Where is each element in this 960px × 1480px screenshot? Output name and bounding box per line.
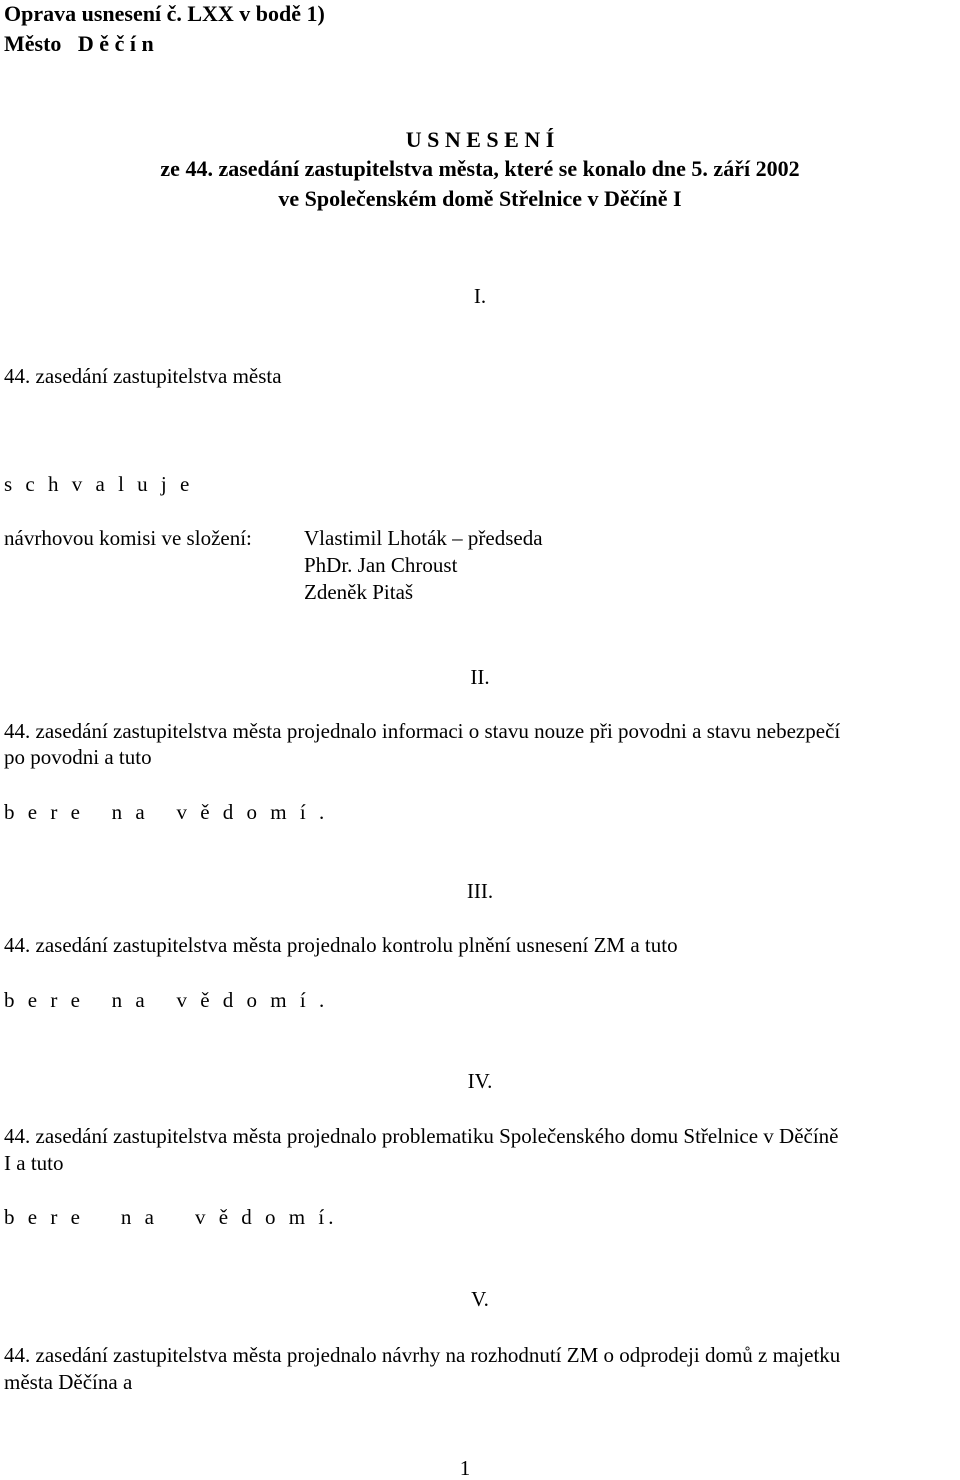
section-numeral-5: V. <box>471 1287 489 1311</box>
section-numeral-2: II. <box>470 665 490 689</box>
page-number: 1 <box>459 1456 471 1480</box>
section-3-verb: b e r e n a v ě d o m í . <box>4 988 329 1012</box>
section-2-verb: b e r e n a v ě d o m í . <box>4 800 329 824</box>
header-correction-line: Oprava usnesení č. LXX v bodě 1) <box>4 1 325 26</box>
commission-member: Zdeněk Pitaš <box>304 580 414 604</box>
section-numeral-3: III. <box>466 879 494 903</box>
section-3-text-line: 44. zasedání zastupitelstva města projednalo kontrolu plnění usnesení ZM a tuto <box>4 933 678 957</box>
commission-member: Vlastimil Lhoták – předseda <box>304 526 543 550</box>
title-venue-line: ve Společenském domě Střelnice v Děčíně I <box>278 186 682 211</box>
section-5-text-line: města Děčína a <box>4 1370 133 1394</box>
section-1-verb: s c h v a l u j e <box>4 472 194 496</box>
header-city-line: Město D ě č í n <box>4 31 154 56</box>
commission-row-1 <box>4 526 543 550</box>
section-5-text-line: 44. zasedání zastupitelstva města projednalo návrhy na rozhodnutí ZM o odprodeji domů z majetku <box>4 1343 841 1367</box>
section-4-text-line: I a tuto <box>4 1151 64 1175</box>
section-4-verb: b e r e n a v ě d o m í. <box>4 1205 338 1229</box>
commission-member: PhDr. Jan Chroust <box>304 553 458 577</box>
section-numeral-4: IV. <box>467 1069 493 1093</box>
commission-label: návrhovou komisi ve složení: <box>4 526 252 550</box>
document-title: U S N E S E N Í <box>405 127 555 152</box>
section-4-text-line: 44. zasedání zastupitelstva města projednalo problematiku Společenského domu Střelnice v Děčíně <box>4 1124 839 1148</box>
section-numeral-1: I. <box>473 284 487 308</box>
title-session-line: ze 44. zasedání zastupitelstva města, které se konalo dne 5. září 2002 <box>160 156 800 181</box>
section-1-intro: 44. zasedání zastupitelstva města <box>4 364 282 388</box>
section-2-text-line: po povodni a tuto <box>4 745 152 769</box>
section-2-text-line: 44. zasedání zastupitelstva města projednalo informaci o stavu nouze při povodni a stavu nebezpečí <box>4 719 841 743</box>
